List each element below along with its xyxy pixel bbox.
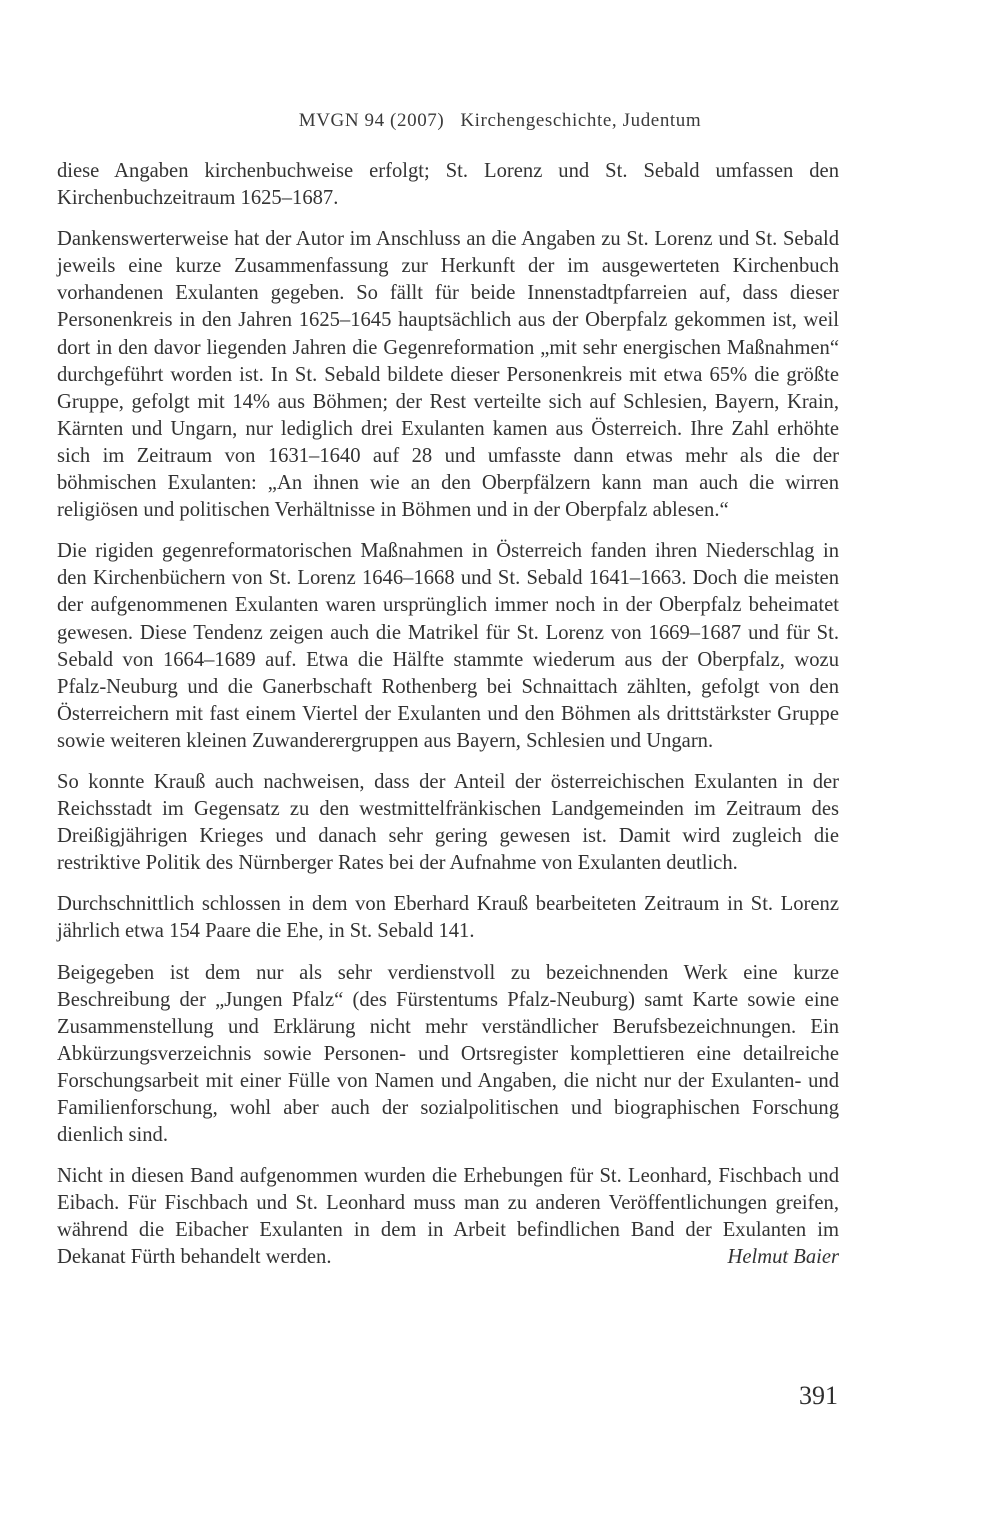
- page-number: 391: [799, 1381, 838, 1410]
- journal-reference: MVGN 94 (2007): [298, 110, 445, 131]
- section-title: Kirchengeschichte, Judentum: [460, 110, 702, 131]
- paragraph-austria: Die rigiden gegenreformatorischen Maßnahmen in Österreich fanden ihren Niederschlag in den Kirchenbüchern von St. Lorenz 1646–1668 und St. Sebald 1641–1663. Doch die meisten der aufgenommenen Exulanten waren ursprünglich immer noch in der Oberpfalz beheimatet gewesen. Diese Tendenz zeigen auch die Matrikel für St. Lorenz von 1669–1687 und für St. Sebald von 1664–1689 auf. Etwa die Hälfte stammte wiederum aus der Oberpfalz, wozu Pfalz-Neuburg und die Ganerbschaft Rothenberg bei Schnaittach zählten, gefolgt von den Österreichern mit fast einem Viertel der Exulanten und den Böhmen als drittstärkster Gruppe sowie weiteren kleinen Zuwanderergruppen aus Bayern, Schlesien und Ungarn.: [57, 540, 839, 752]
- body-text: [57, 158, 839, 1272]
- running-head: [0, 110, 1000, 132]
- closing-text: Nicht in diesen Band aufgenommen wurden die Erhebungen für St. Leonhard, Fischbach und Eibach. Für Fischbach und St. Leonhard muss man zu anderen Veröffentlichungen greifen, während die Eibacher Exulanten in dem in Arbeit befindlichen Band der Exulanten im Dekanat Fürth behandelt werden.: [57, 1165, 839, 1269]
- paragraph-marriages: Durchschnittlich schlossen in dem von Eberhard Krauß bearbeiteten Zeitraum in St. Lorenz jährlich etwa 154 Paare die Ehe, in St. Sebald 141.: [57, 893, 839, 943]
- paragraph-continuation: diese Angaben kirchenbuchweise erfolgt; St. Lorenz und St. Sebald umfassen den Kirchenbuchzeitraum 1625–1687.: [57, 160, 839, 210]
- paragraph-krauss: So konnte Krauß auch nachweisen, dass der Anteil der österreichischen Exulanten in der Reichsstadt im Gegensatz zu den westmittelfränkischen Landgemeinden im Zeitraum des Dreißigjährigen Krieges und danach sehr gering gewesen ist. Damit wird zugleich die restriktive Politik des Nürnberger Rates bei der Aufnahme von Exulanten deutlich.: [57, 770, 839, 875]
- paragraph-appendix: Beigegeben ist dem nur als sehr verdienstvoll zu bezeichnenden Werk eine kurze Beschreibung der „Jungen Pfalz“ (des Fürstentums Pfalz-Neuburg) samt Karte sowie eine Zusammenstellung und Erklärung nicht mehr verständlicher Berufsbezeichnungen. Ein Abkürzungsverzeichnis sowie Personen- und Ortsregister komplettieren eine detailreiche Forschungsarbeit mit einer Fülle von Namen und Angaben, die nicht nur der Exulanten- und Familienforschung, wohl aber auch der sozialpolitischen und biographischen Forschung dienlich sind.: [57, 961, 839, 1147]
- paragraph-closing: [57, 1163, 839, 1271]
- paragraph-summary: Dankenswerterweise hat der Autor im Anschluss an die Angaben zu St. Lorenz und St. Sebald jeweils eine kurze Zusammenfassung zur Herkunft der im ausgewerteten Kirchenbuch vorhandenen Exulanten gegeben. So fällt für beide Innenstadtpfarreien auf, dass dieser Personenkreis in den Jahren 1625–1645 hauptsächlich aus der Oberpfalz gekommen ist, weil dort in den davor liegenden Jahren die Gegenreformation „mit sehr energischen Maßnahmen“ durchgeführt worden ist. In St. Sebald bildete dieser Personenkreis mit etwa 65% die größte Gruppe, gefolgt mit 14% aus Böhmen; der Rest verteilte sich auf Schlesien, Bayern, Krain, Kärnten und Ungarn, nur lediglich drei Exulanten kamen aus Österreich. Ihre Zahl erhöhte sich im Zeitraum von 1631–1640 auf 28 und umfasste dann etwas mehr als die der böhmischen Exulanten: „An ihnen wie an den Oberpfälzern kann man auch die wirren religiösen und politischen Verhältnisse in Böhmen und in der Oberpfalz ablesen.“: [57, 228, 839, 522]
- author-signature: Helmut Baier: [727, 1246, 839, 1269]
